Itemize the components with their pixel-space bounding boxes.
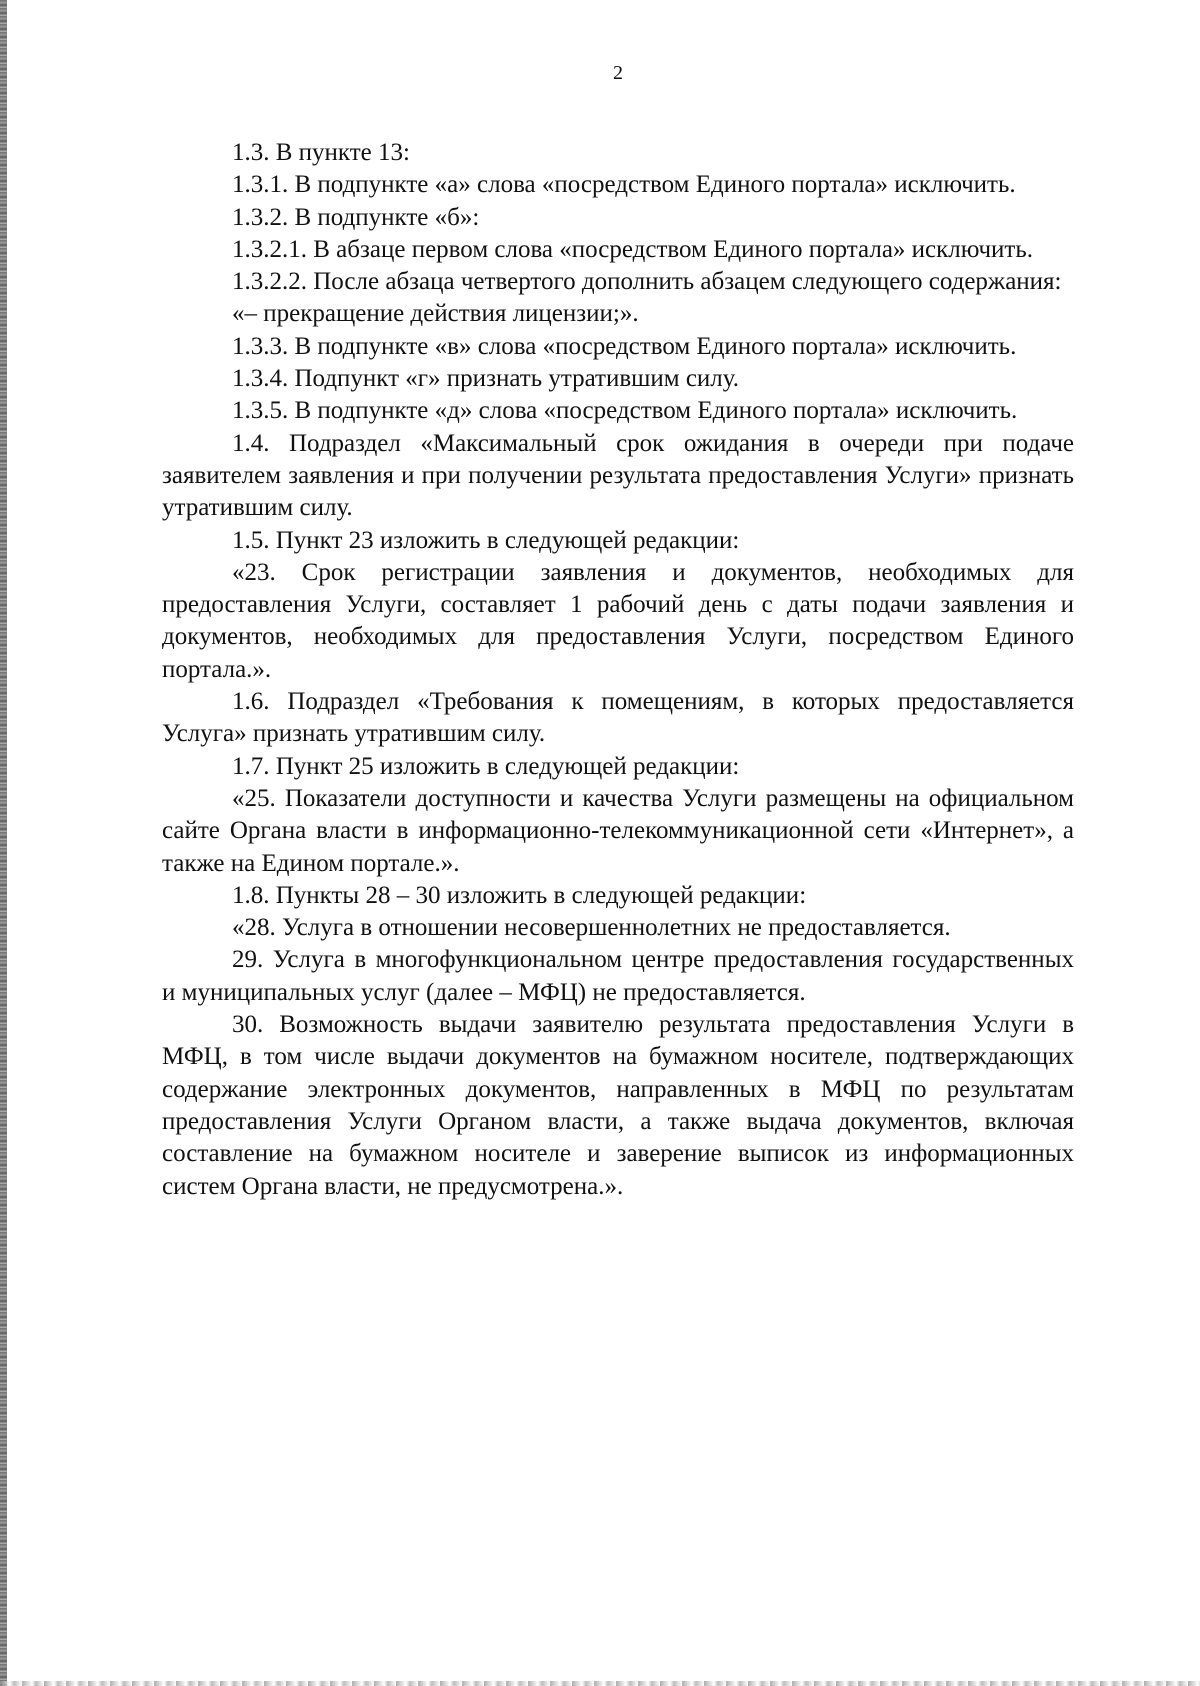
paragraph-1-6: 1.6. Подраздел «Требования к помещениям, в которых предоставляется Услуга» признать утратившим силу. [162,688,1074,748]
scan-edge-left [0,0,7,1686]
paragraph-1-8: 1.8. Пункты 28 – 30 изложить в следующей редакции: [232,881,807,909]
paragraph-quote-license: «– прекращение действия лицензии;». [232,300,639,328]
scan-edge-bottom [0,1681,1200,1686]
paragraph-item-25: «25. Показатели доступности и качества Услуги размещены на официальном сайте Органа власти в информационно-телекоммуникационной сети «Интернет», а также на Едином портале.». [162,784,1074,877]
paragraph-1-3-1: 1.3.1. В подпункте «а» слова «посредством Единого портала» исключить. [232,171,1016,199]
paragraph-1-3: 1.3. В пункте 13: [232,139,410,166]
paragraph-1-3-4: 1.3.4. Подпункт «г» признать утратившим силу. [232,365,740,393]
paragraph-1-3-2-1: 1.3.2.1. В абзаце первом слова «посредством Единого портала» исключить. [232,235,1034,263]
paragraph-1-3-3: 1.3.3. В подпункте «в» слова «посредством Единого портала» исключить. [232,332,1017,360]
paragraph-1-5: 1.5. Пункт 23 изложить в следующей редакции: [232,526,740,554]
paragraph-1-3-2: 1.3.2. В подпункте «б»: [232,203,480,231]
paragraph-item-28: «28. Услуга в отношении несовершеннолетних не предоставляется. [232,914,951,942]
paragraph-1-3-2-2: 1.3.2.2. После абзаца четвертого дополнить абзацем следующего содержания: [232,268,1062,296]
paragraph-item-29: 29. Услуга в многофункциональном центре предоставления государственных и муниципальных услуг (далее – МФЦ) не предоставляется. [162,946,1074,1006]
paragraph-item-23: «23. Срок регистрации заявления и документов, необходимых для предоставления Услуги, составляет 1 рабочий день с даты подачи заявления и документов, необходимых для предоставления Услуги, посредством Единого портала.». [162,558,1074,683]
paragraph-item-30: 30. Возможность выдачи заявителю результата предоставления Услуги в МФЦ, в том числе выдачи документов на бумажном носителе, подтверждающих содержание электронных документов, направленных в МФЦ по результатам предоставления Услуги Органом власти, а также выдача документов, включая составление на бумажном носителе и заверение выписок из информационных систем Органа власти, не предусмотрена.». [162,1011,1074,1200]
paragraph-1-3-5: 1.3.5. В подпункте «д» слова «посредством Единого портала» исключить. [232,397,1018,425]
paragraph-1-7: 1.7. Пункт 25 изложить в следующей редакции: [232,752,740,780]
page-number: 2 [613,62,623,84]
paragraph-1-4: 1.4. Подраздел «Максимальный срок ожидания в очереди при подаче заявителем заявления и при получении результата предоставления Услуги» признать утратившим силу. [162,429,1074,522]
document-body [162,137,1074,1203]
